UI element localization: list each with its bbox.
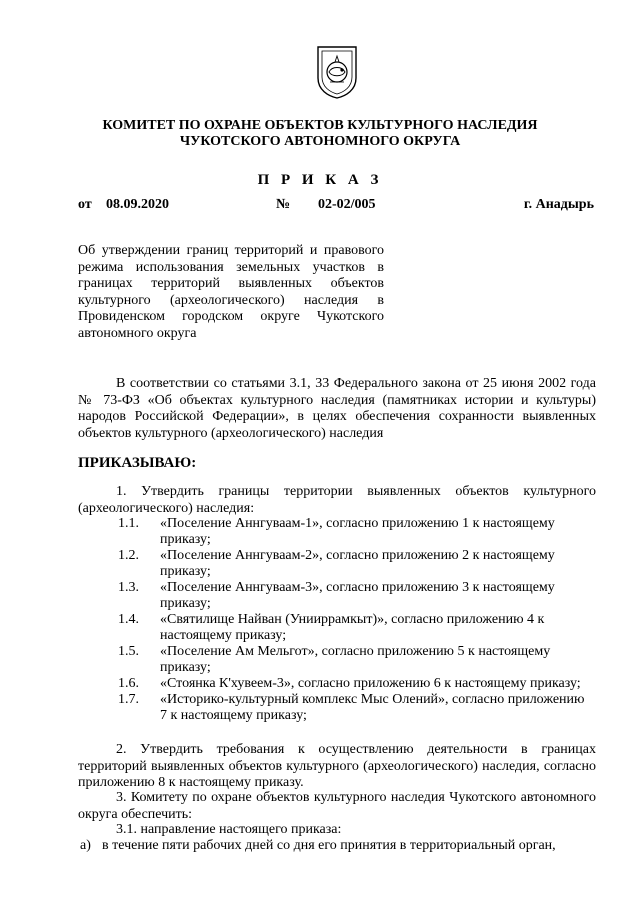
clause-3: 3. Комитету по охране объектов культурного наследия Чукотского автономного округа обеспечить: bbox=[78, 790, 596, 822]
legal-basis: В соответствии со статьями 3.1, 33 Федерального закона от 25 июня 2002 года № 73-ФЗ «Об объектах культурного наследия (памятниках истории и культуры) народов Российской Федерации», в целях обеспечения сохранности выявленных объектов культурного (археологического) наследия bbox=[78, 376, 596, 441]
number-sign: № bbox=[276, 197, 291, 212]
clause-1: 1. Утвердить границы территории выявленных объектов культурного (археологического) наследия: bbox=[78, 484, 596, 516]
item-number: 1.4. bbox=[118, 612, 139, 627]
item-text: «Историко-культурный комплекс Мыс Олений», согласно приложению bbox=[160, 692, 585, 707]
item-text: «Поселение Ам Мельгот», согласно приложению 5 к настоящему bbox=[160, 644, 551, 659]
item-text-continuation: приказу; bbox=[160, 564, 211, 579]
item-text: «Поселение Аннгуваам-3», согласно приложению 3 к настоящему bbox=[160, 580, 555, 595]
document-number: 02-02/005 bbox=[318, 197, 376, 212]
document-place: г. Анадырь bbox=[523, 197, 594, 212]
item-text: «Поселение Аннгуваам-1», согласно приложению 1 к настоящему bbox=[160, 516, 555, 531]
item-number: 1.6. bbox=[118, 676, 139, 691]
date-prefix: от bbox=[78, 197, 92, 212]
clause-2: 2. Утвердить требования к осуществлению деятельности в границах территорий выявленных объектов культурного (археологического) наследия, согласно приложению 8 к настоящему приказу. bbox=[78, 742, 596, 790]
coat-of-arms-icon bbox=[315, 44, 359, 100]
item-number: 1.7. bbox=[118, 692, 139, 707]
item-number: 1.5. bbox=[118, 644, 139, 659]
clause-3-1-a-label: а) bbox=[80, 838, 91, 853]
item-number: 1.3. bbox=[118, 580, 139, 595]
clause-3-1-a: в течение пяти рабочих дней со дня его принятия в территориальный орган, bbox=[102, 838, 556, 853]
document-type: П Р И К А З bbox=[257, 172, 383, 188]
item-text-continuation: приказу; bbox=[160, 660, 211, 675]
item-text-continuation: настоящему приказу; bbox=[160, 628, 287, 643]
item-text: «Святилище Найван (Унииррамкыт)», согласно приложению 4 к bbox=[160, 612, 545, 627]
document-date: 08.09.2020 bbox=[106, 197, 169, 212]
item-number: 1.1. bbox=[118, 516, 139, 531]
item-text: «Поселение Аннгуваам-2», согласно приложению 2 к настоящему bbox=[160, 548, 555, 563]
decree-word: ПРИКАЗЫВАЮ: bbox=[78, 455, 197, 471]
organization-name-line2: ЧУКОТСКОГО АВТОНОМНОГО ОКРУГА bbox=[179, 134, 461, 149]
item-text-continuation: приказу; bbox=[160, 596, 211, 611]
organization-name-line1: КОМИТЕТ ПО ОХРАНЕ ОБЪЕКТОВ КУЛЬТУРНОГО НАСЛЕДИЯ bbox=[102, 118, 538, 133]
document-subject: Об утверждении границ территорий и правового режима использования земельных участков в границах территорий выявленных объектов культурного (археологического) наследия в Провиденском городском округе Чукотского автономного округа bbox=[78, 243, 384, 341]
item-text: «Стоянка К'хувеем-3», согласно приложению 6 к настоящему приказу; bbox=[160, 676, 581, 691]
item-number: 1.2. bbox=[118, 548, 139, 563]
item-text-continuation: приказу; bbox=[160, 532, 211, 547]
clause-3-1: 3.1. направление настоящего приказа: bbox=[116, 822, 342, 837]
item-text-continuation: 7 к настоящему приказу; bbox=[160, 708, 307, 723]
